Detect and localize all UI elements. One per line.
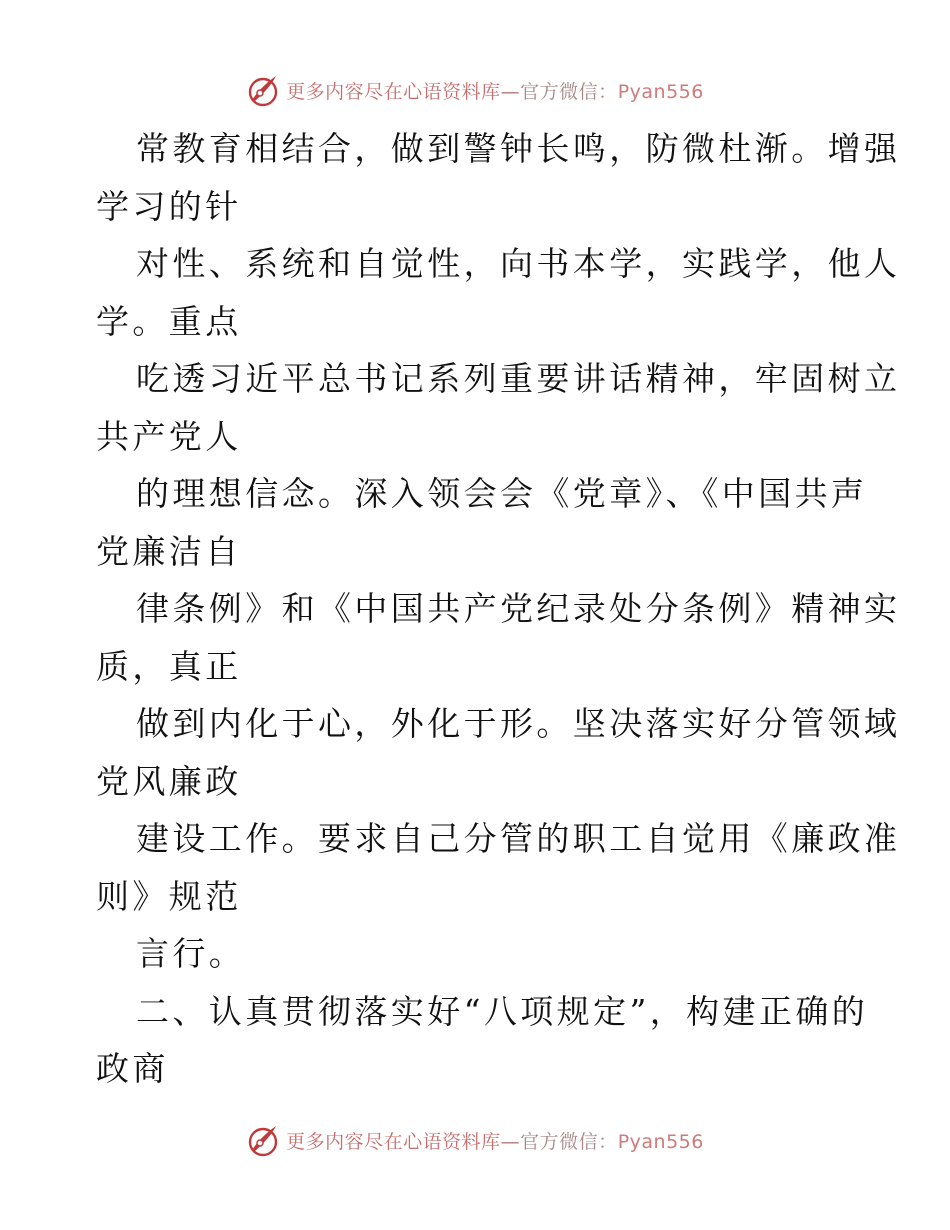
text-line: 常教育相结合，做到警钟长鸣，防微杜渐。增强 xyxy=(136,129,901,168)
text-line: 则》规范 xyxy=(96,876,242,916)
text-line: 政商 xyxy=(96,1049,169,1088)
watermark-dash: — xyxy=(500,1130,521,1153)
document-body xyxy=(96,120,901,1098)
text-line: 建设工作。要求自己分管的职工自觉用《廉政准 xyxy=(136,819,901,858)
watermark-dash: — xyxy=(500,80,521,103)
text-line: 二、认真贯彻落实好“八项规定”，构建正确的 xyxy=(136,991,869,1031)
text-line: 质，真正 xyxy=(96,646,242,686)
text-line: 的理想信念。深入领会会《党章》、《中国共声 xyxy=(136,474,868,513)
text-line: 律条例》和《中国共产党纪录处分条例》精神实 xyxy=(136,589,901,628)
watermark-main: 更多内容尽在心语资料库 xyxy=(286,1130,501,1153)
watermark-text xyxy=(286,77,704,104)
text-line: 党风廉政 xyxy=(96,761,242,801)
footer-watermark xyxy=(0,1120,950,1160)
watermark-id: Pyan556 xyxy=(617,1130,704,1153)
text-line: 共产党人 xyxy=(96,416,242,456)
quill-logo-icon xyxy=(246,73,280,107)
text-line: 吃透习近平总书记系列重要讲话精神，牢固树立 xyxy=(136,359,901,398)
text-line: 做到内化于心，外化于形。坚决落实好分管领域 xyxy=(136,704,901,743)
text-line: 学习的针 xyxy=(96,186,242,226)
watermark-label: 官方微信： xyxy=(520,1130,618,1153)
watermark-label: 官方微信： xyxy=(520,80,618,103)
watermark-main: 更多内容尽在心语资料库 xyxy=(286,80,501,103)
watermark-id: Pyan556 xyxy=(617,80,704,103)
header-watermark xyxy=(0,70,950,110)
watermark-text xyxy=(286,1127,704,1154)
text-line: 言行。 xyxy=(136,934,246,973)
text-line: 党廉洁自 xyxy=(96,531,242,571)
text-line: 对性、系统和自觉性，向书本学，实践学，他人 xyxy=(136,244,901,283)
quill-logo-icon xyxy=(246,1123,280,1157)
text-line: 学。重点 xyxy=(96,301,242,341)
